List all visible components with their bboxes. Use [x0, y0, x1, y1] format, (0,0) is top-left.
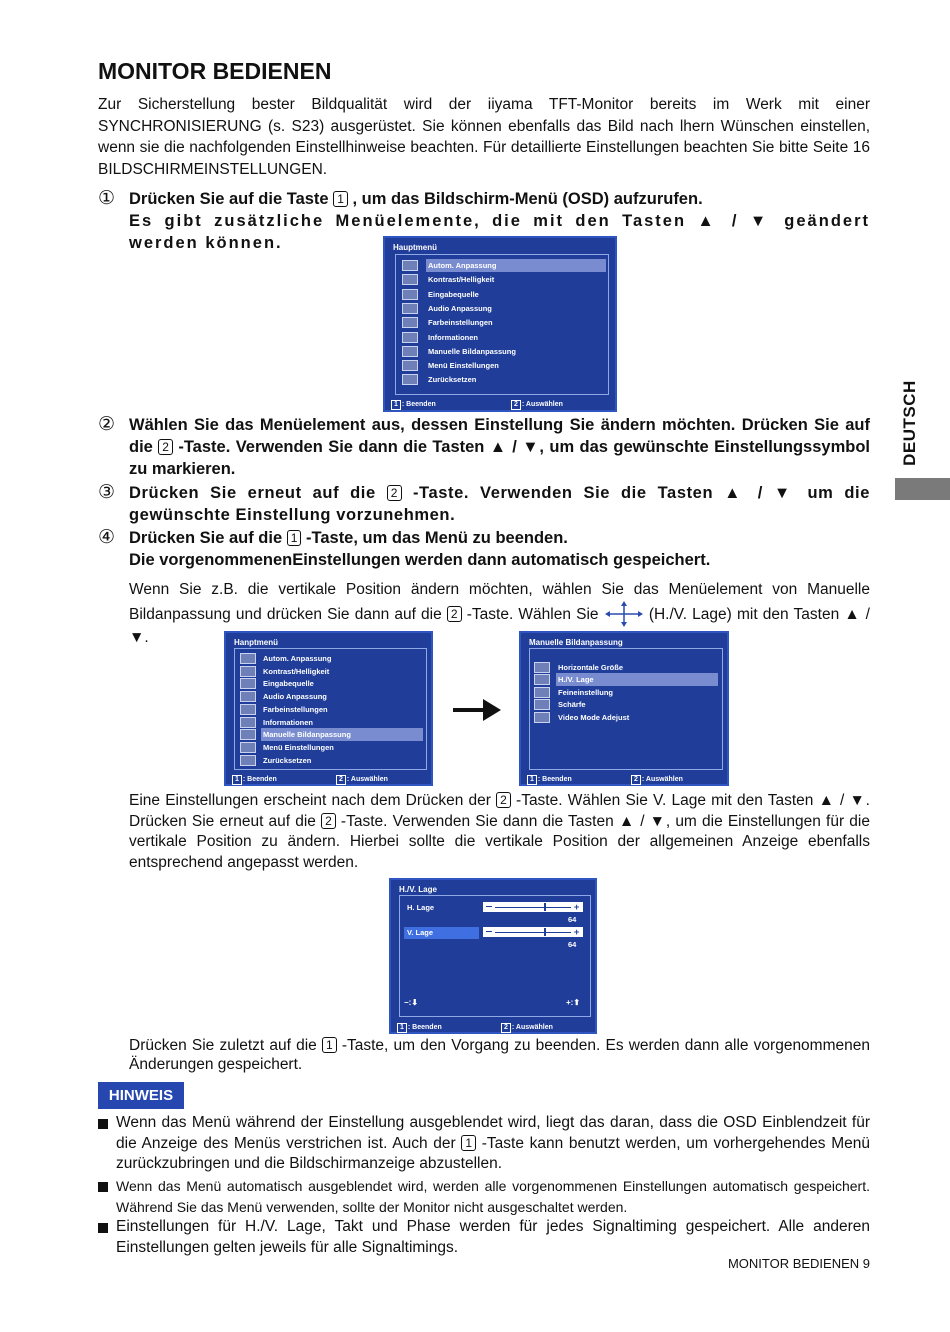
step-number: ① [98, 188, 116, 209]
menu-item-icon [240, 691, 256, 702]
menu-item-icon [534, 674, 550, 685]
osd-title: Hauptmenü [393, 243, 437, 252]
osd-hv-position: H./V. Lage H. Lage + 64 V. Lage + 64 −:⬇ +:⬆ 1 : Beenden 2 : Auswählen [389, 878, 597, 1034]
menu-item-label: Zurücksetzen [428, 375, 477, 385]
menu-item-label: Kontrast/Helligkeit [428, 275, 495, 285]
key-2-icon: 2 [387, 485, 402, 501]
v-slider-thumb[interactable] [544, 928, 546, 936]
h-slider-thumb[interactable] [544, 903, 546, 911]
h-position-label: H. Lage [407, 903, 435, 912]
menu-item-label: Autom. Anpassung [263, 654, 332, 663]
menu-item-icon [240, 729, 256, 740]
arrow-right-icon [453, 697, 501, 723]
example-paragraph: Wenn Sie z.B. die vertikale Position ändern möchten, wählen Sie das Menüelement von Manuelle Bildanpassung und drücken Sie dann auf die 2 -Taste. Wählen Sie (H./V. Lage) mit den Tasten ▲ / ▼. [129, 581, 870, 646]
osd-menu-item[interactable] [235, 677, 426, 690]
menu-item-icon [534, 712, 550, 723]
menu-item-label: Schärfe [558, 700, 586, 710]
osd-menu-item[interactable] [396, 373, 608, 386]
osd-main-menu [383, 236, 617, 412]
menu-item-icon [402, 260, 418, 271]
osd-menu-item[interactable] [235, 728, 426, 741]
bullet-square-icon [98, 1119, 108, 1129]
menu-item-icon [402, 346, 418, 357]
osd-menu-item[interactable] [235, 690, 426, 703]
osd-menu-item[interactable] [396, 316, 608, 329]
finish-paragraph: Drücken Sie zuletzt auf die 1 -Taste, um den Vorgang zu beenden. Es werden dann alle vorgenommenen Änderungen gespeichert. [129, 1037, 870, 1073]
osd-menu-item[interactable] [530, 661, 722, 674]
osd-menu-item[interactable] [235, 703, 426, 716]
osd-menu-item[interactable] [235, 665, 426, 678]
key-1-icon: 1 [287, 530, 302, 546]
menu-item-label: Eingabequelle [263, 679, 314, 689]
osd-menu-item[interactable] [530, 711, 722, 724]
osd-main-menu-2: Hanptmenü Autom. Anpassung Kontrast/Helligkeit Eingabequelle Audio Anpassung Farbeinstellungen Informationen Manuelle Bildanpassung Menü Einstellungen Zurücksetzen 1 : Beenden 2 : Auswählen [224, 631, 433, 786]
note-bullet-3: Einstellungen für H./V. Lage, Takt und Phase werden für jedes Signaltiming gespeichert. Alle anderen Einstellungen gelten jeweils für alle Signaltimings. [98, 1217, 870, 1258]
osd-menu-item[interactable] [530, 673, 722, 686]
menu-item-label: Horizontale Größe [558, 663, 624, 672]
menu-item-icon [240, 704, 256, 715]
page-title: MONITOR BEDIENEN [98, 58, 332, 84]
menu-item-label: Farbeinstellungen [428, 318, 493, 328]
adjust-paragraph: Eine Einstellungen erscheint nach dem Drücken der 2 -Taste. Wählen Sie V. Lage mit den Tasten ▲ / ▼. Drücken Sie erneut auf die 2 -Taste. Verwenden Sie dann die Tasten ▲ / ▼, um die Einstellungen für die vertikale Position zu ändern. Hierbei sollte die vertikale Position der allgemeinen Anzeige ebenfalls entsprechend angepasst werden. [129, 792, 870, 871]
menu-item-label: Manuelle Bildanpassung [261, 728, 423, 741]
menu-item-icon [240, 717, 256, 728]
menu-item-label: Autom. Anpassung [426, 259, 606, 272]
minus-down-icon: −:⬇ [404, 998, 419, 1007]
menu-item-icon [402, 374, 418, 385]
menu-item-icon [402, 274, 418, 285]
key-2-icon: 2 [158, 439, 173, 455]
menu-item-icon [240, 742, 256, 753]
menu-item-icon [240, 755, 256, 766]
page-footer: MONITOR BEDIENEN 9 [727, 1256, 870, 1271]
osd-menu-item[interactable] [396, 345, 608, 358]
h-position-slider[interactable]: + [483, 902, 583, 912]
osd-menu-item[interactable] [235, 652, 426, 665]
key-1-icon: 1 [333, 191, 348, 207]
menu-item-label: Audio Anpassung [263, 692, 327, 702]
step-1: ① Drücken Sie auf die Taste 1 , um das Bildschirm-Menü (OSD) aufzurufen. Es gibt zusätzliche Menüelemente, die mit den Tasten ▲ / ▼ geändert werden können. [98, 188, 870, 252]
menu-item-icon [402, 360, 418, 371]
osd-manual-menu: Manuelle Bildanpassung Horizontale Größe H./V. Lage Feineinstellung Schärfe Video Mode Adejust 1 : Beenden 2 : Auswählen [519, 631, 729, 786]
step-2: ② Wählen Sie das Menüelement aus, dessen Einstellung Sie ändern möchten. Drücken Sie auf die 2 -Taste. Verwenden Sie dann die Tasten ▲ / ▼, um das gewünschte Einstellungssymbol zu markieren. [98, 414, 870, 478]
menu-item-label: Menü Einstellungen [428, 361, 499, 371]
osd-footer: 1 : Beenden 2 : Auswählen [391, 400, 609, 410]
menu-item-label: Farbeinstellungen [263, 704, 328, 714]
bullet-square-icon [98, 1182, 108, 1192]
menu-item-label: Kontrast/Helligkeit [263, 666, 330, 676]
menu-item-icon [534, 662, 550, 673]
language-tab-label: DEUTSCH [900, 380, 919, 466]
menu-item-label: Zurücksetzen [263, 755, 312, 765]
v-position-slider[interactable]: + [483, 927, 583, 937]
osd-menu-item[interactable] [235, 754, 426, 767]
note-bullet-1: Wenn das Menü während der Einstellung ausgeblendet wird, liegt das daran, dass die OSD Einblendzeit für die Anzeige des Menüs verstrichen ist. Auch der 1 -Taste kann benutzt werden, um vorhergehendes Menü zurückzubringen und die Bildschirmanzeige abzustellen. [98, 1113, 870, 1175]
menu-item-icon [240, 653, 256, 664]
osd-menu-item[interactable] [396, 331, 608, 344]
menu-item-icon [402, 303, 418, 314]
hinweis-badge: HINWEIS [98, 1082, 184, 1109]
menu-item-label: Informationen [428, 332, 478, 342]
osd-menu-item[interactable] [396, 259, 608, 272]
menu-item-icon [402, 289, 418, 300]
menu-item-icon [240, 678, 256, 689]
position-arrows-icon [604, 601, 644, 627]
menu-item-label: Manuelle Bildanpassung [428, 346, 516, 356]
note-bullet-2: Wenn das Menü automatisch ausgeblendet wird, werden alle vorgenommenen Einstellungen automatisch gespeichert. Während Sie das Menü verwenden, sollte der Monitor nicht ausgeschaltet werden. [98, 1176, 870, 1217]
menu-item-icon [534, 687, 550, 698]
language-tab-marker [895, 478, 950, 500]
osd-menu-item[interactable] [396, 302, 608, 315]
osd-menu-item[interactable] [396, 359, 608, 372]
menu-item-label: Informationen [263, 717, 313, 727]
osd-menu-item[interactable] [235, 741, 426, 754]
menu-item-label: Audio Anpassung [428, 303, 492, 313]
intro-paragraph: Zur Sicherstellung bester Bildqualität wird der iiyama TFT-Monitor bereits im Werk mit einer SYNCHRONISIERUNG (s. S23) ausgerüstet. Sie können ebenfalls das Bild nach lhern Wünschen einstellen, wenn sie die nachfolgenden Einstellhinweise beachten. Für detaillierte Einstellungen beachten Sie bitte Seite 16 BILDSCHIRMEINSTELLUNGEN. [98, 96, 870, 178]
osd-menu-item[interactable] [235, 716, 426, 729]
plus-up-icon: +:⬆ [566, 998, 581, 1007]
bullet-square-icon [98, 1223, 108, 1233]
v-position-value: 64 [568, 940, 577, 949]
step-4: ④ Drücken Sie auf die 1 -Taste, um das Menü zu beenden. Die vorgenommenenEinstellungen werden dann automatisch gespeichert. [98, 527, 711, 569]
osd-menu-item[interactable] [396, 273, 608, 286]
osd-menu-item[interactable] [396, 288, 608, 301]
osd-menu-item[interactable] [530, 686, 722, 699]
menu-item-icon [402, 332, 418, 343]
key-2-icon: 2 [447, 606, 462, 622]
menu-item-label: Menü Einstellungen [263, 742, 334, 752]
v-position-label: V. Lage [404, 927, 479, 939]
menu-item-icon [534, 699, 550, 710]
menu-item-label: Eingabequelle [428, 289, 479, 299]
menu-item-label: Feineinstellung [558, 687, 614, 697]
menu-item-label: H./V. Lage [556, 673, 718, 686]
step-3: ③ Drücken Sie erneut auf die 2 -Taste. Verwenden Sie die Tasten ▲ / ▼ um die gewünschte Einstellung vorzunehmen. [98, 482, 870, 524]
menu-item-icon [240, 666, 256, 677]
menu-item-icon [402, 317, 418, 328]
menu-item-label: Video Mode Adejust [558, 712, 630, 722]
h-position-value: 64 [568, 915, 577, 924]
osd-menu-item[interactable] [530, 698, 722, 711]
